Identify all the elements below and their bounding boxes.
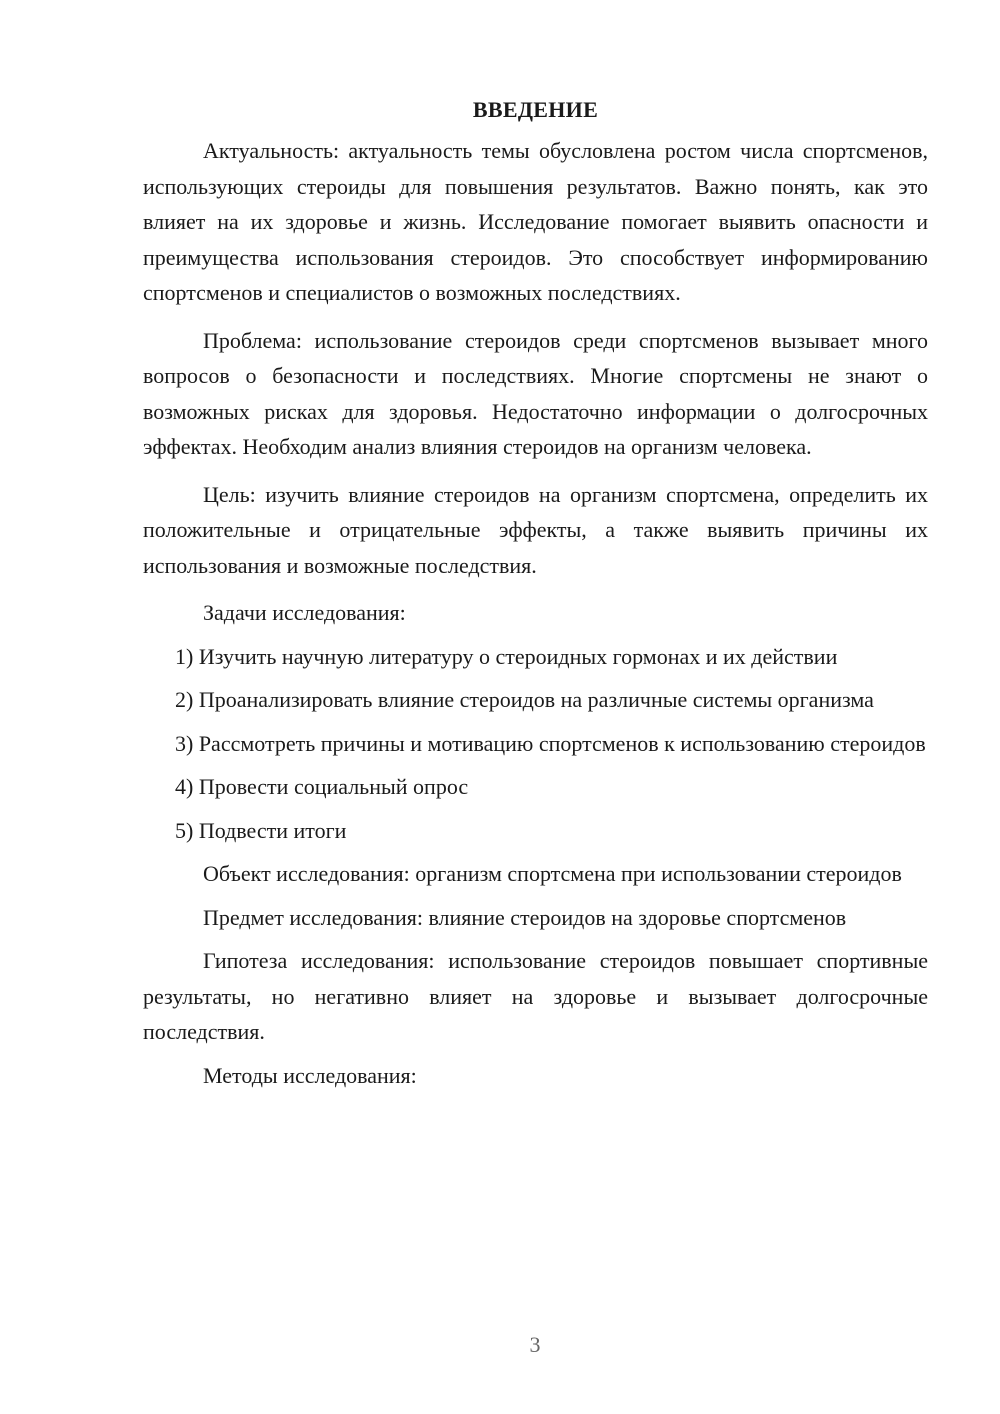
list-item-task-2: 2) Проанализировать влияние стероидов на различные системы организма [175,687,874,712]
list-item-task-3: 3) Рассмотреть причины и мотивацию спортсменов к использованию стероидов [175,730,926,756]
paragraph-problem: Проблема: использование стероидов среди спортсменов вызывает много вопросов о безопасности и последствиях. Многие спортсмены не знают о возможных рисках для здоровья. Недостаточно информации о долгосрочных эффектах. Необходим анализ влияния стероидов на организм человека. [143,327,928,459]
list-item-task-4: 4) Провести социальный опрос [175,774,469,799]
paragraph-object: Объект исследования: организм спортсмена при использовании стероидов [203,861,902,886]
page-title: ВВЕДЕНИЕ [472,97,599,122]
page-number: 3 [529,1332,541,1357]
tasks-heading: Задачи исследования: [203,600,406,625]
list-item-task-1: 1) Изучить научную литературу о стероидных гормонах и их действии [175,643,838,669]
paragraph-methods: Методы исследования: [203,1062,417,1088]
paragraph-subject: Предмет исследования: влияние стероидов на здоровье спортсменов [203,904,847,930]
paragraph-relevance: Актуальность: актуальность темы обусловлена ростом числа спортсменов, использующих стероиды для повышения результатов. Важно понять, как это влияет на их здоровье и жизнь. Исследование помогает выявить опасности и преимущества использования стероидов. Это способствует информированию спортсменов и специалистов о возможных последствиях. [143,138,928,305]
paragraph-goal: Цель: изучить влияние стероидов на организм спортсмена, определить их положительные и отрицательные эффекты, а также выявить причины их использования и возможные последствия. [143,481,928,578]
list-item-task-5: 5) Подвести итоги [175,817,347,843]
paragraph-hypothesis: Гипотеза исследования: использование стероидов повышает спортивные результаты, но негативно влияет на здоровье и вызывает долгосрочные последствия. [143,948,928,1044]
document-page [143,90,928,1093]
